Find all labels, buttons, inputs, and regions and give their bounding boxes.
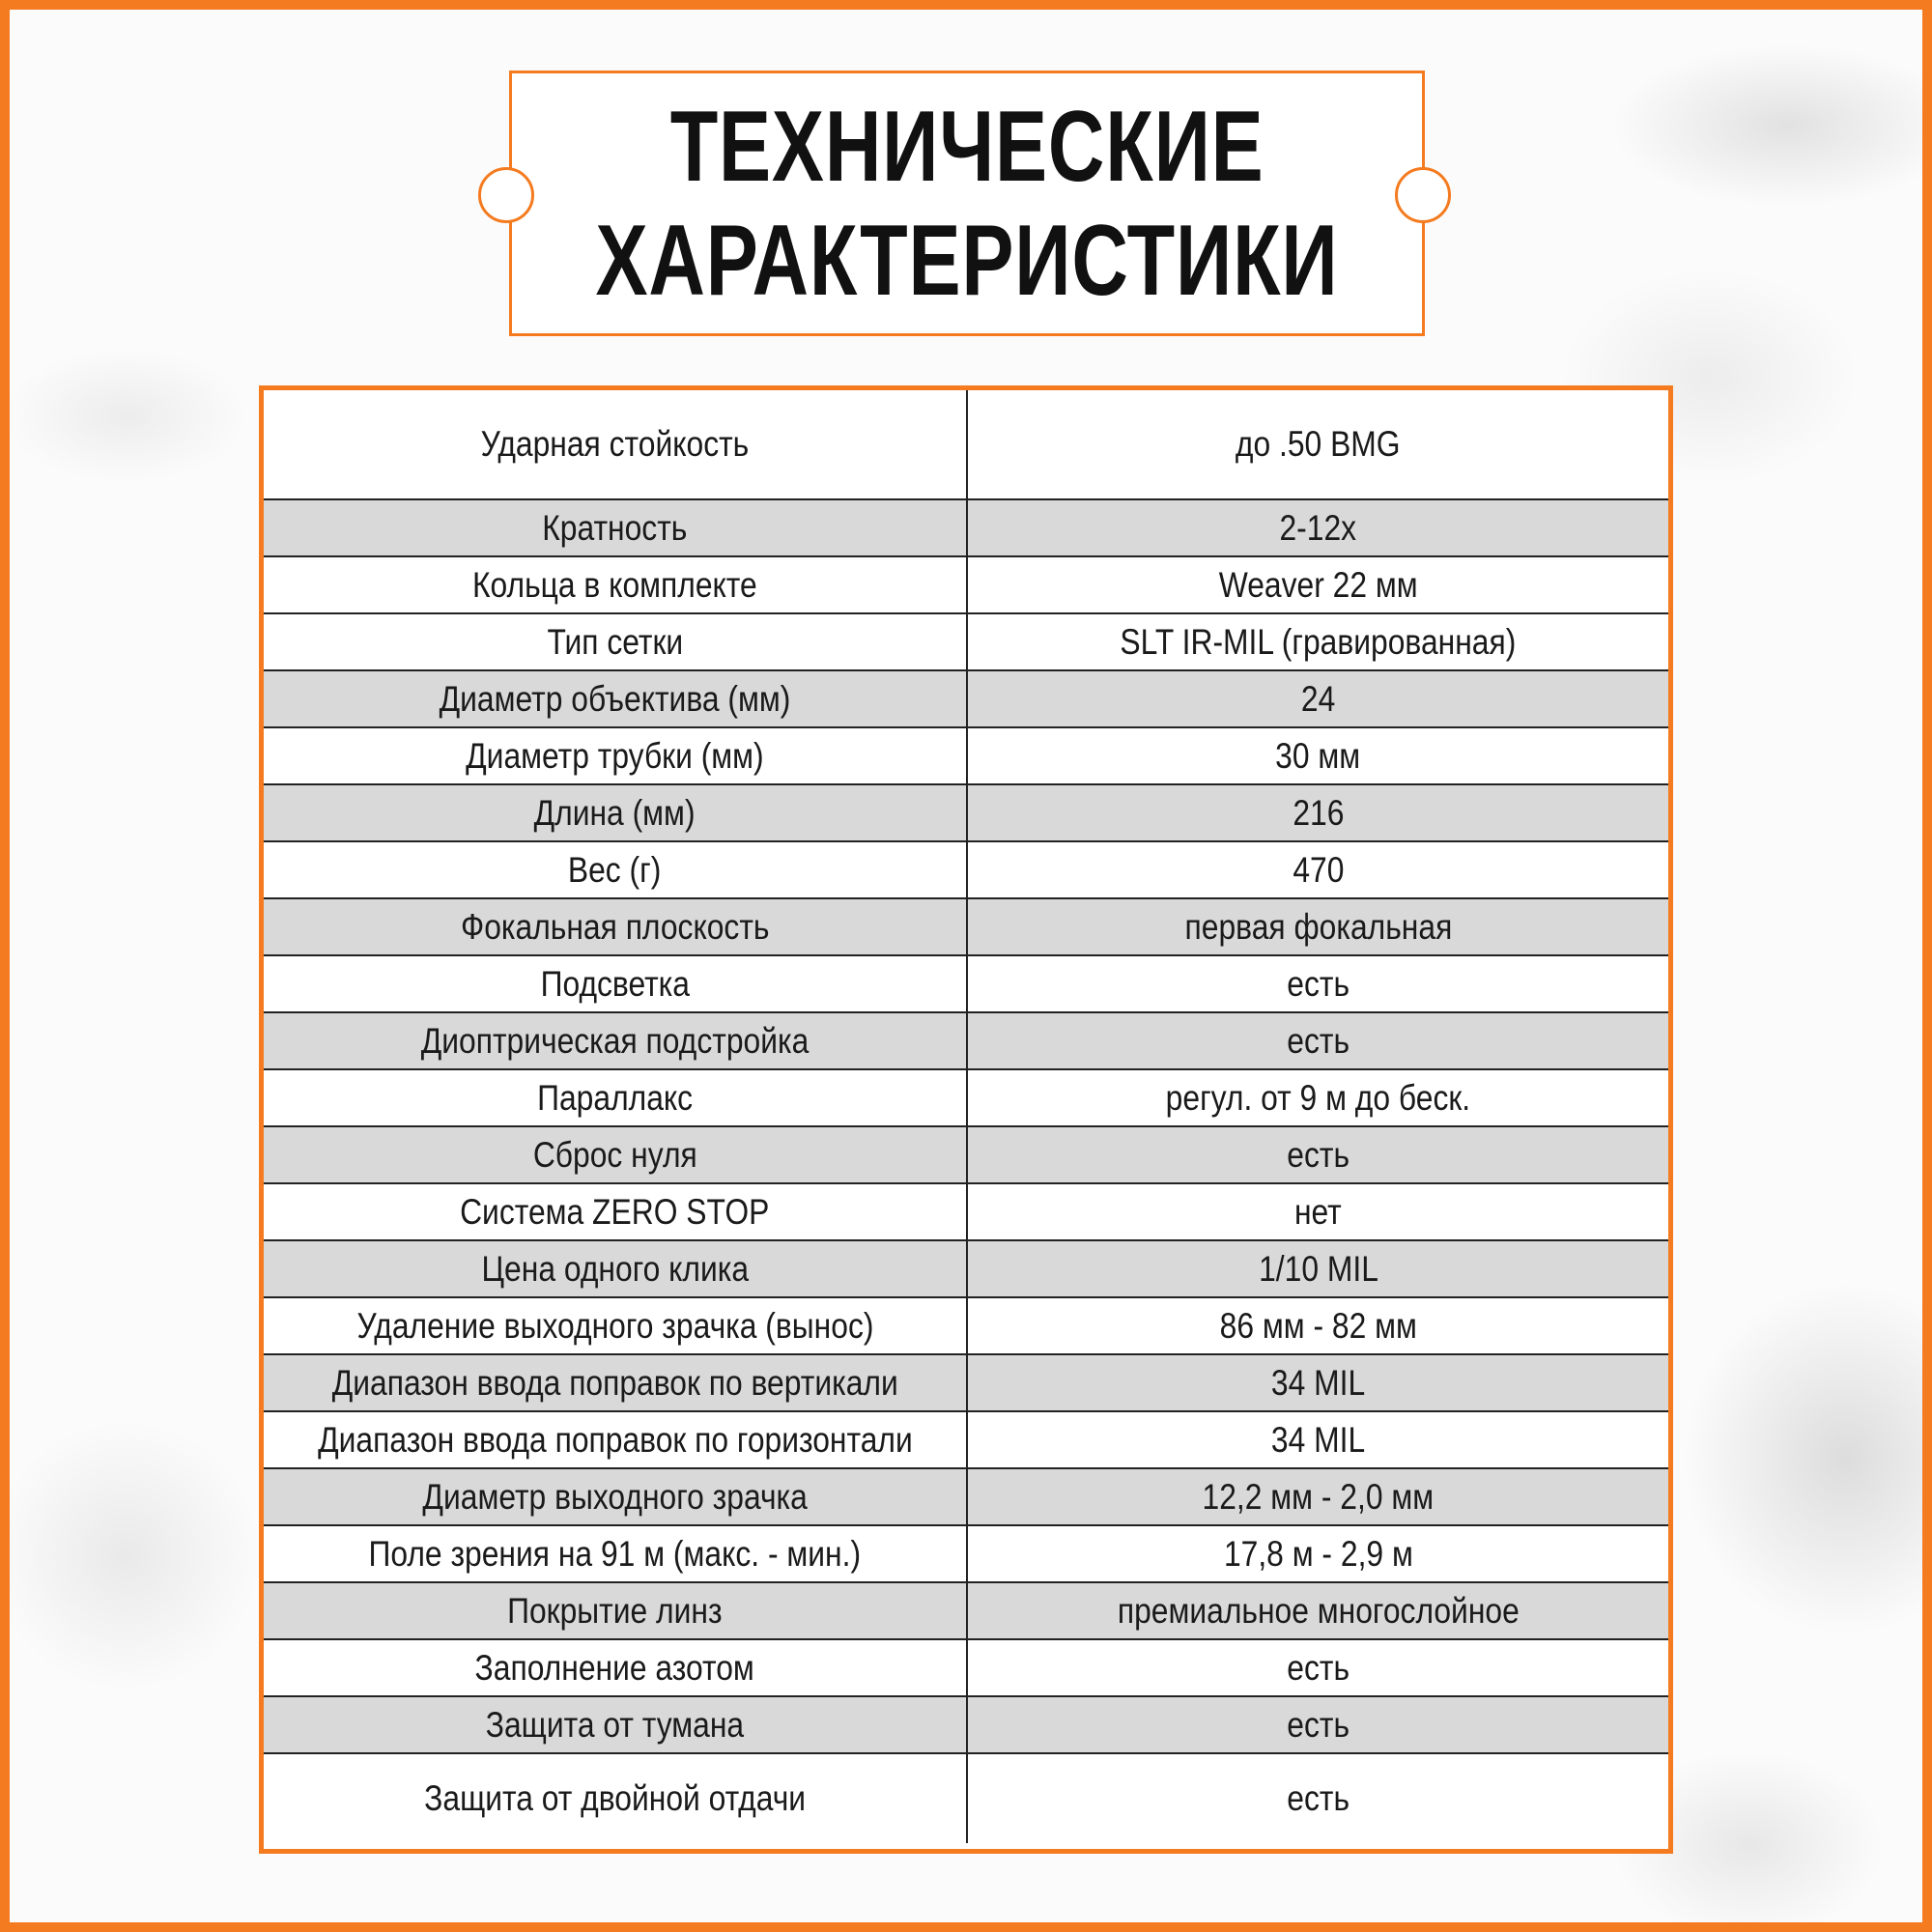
spec-value-cell (968, 1127, 1668, 1182)
spec-value-label: регул. от 9 м до беск. (1165, 1077, 1471, 1118)
spec-param-label: Параллакс (537, 1077, 693, 1118)
spec-param-cell (264, 1013, 968, 1068)
spec-param-cell (264, 1754, 968, 1843)
spec-param-cell (264, 1469, 968, 1524)
spec-row (264, 612, 1668, 669)
spec-param-label: Диаметр трубки (мм) (466, 735, 764, 776)
spec-value-label: 34 MIL (1270, 1419, 1366, 1460)
spec-row (264, 1638, 1668, 1695)
spec-value-cell (968, 557, 1668, 612)
spec-value-cell (968, 1640, 1668, 1695)
spec-param-cell (264, 785, 968, 840)
spec-value-label: есть (1287, 1134, 1350, 1175)
spec-value-label: есть (1287, 963, 1350, 1004)
spec-value-cell (968, 1013, 1668, 1068)
spec-param-cell (264, 1526, 968, 1581)
spec-param-cell (264, 899, 968, 954)
spec-param-cell (264, 1184, 968, 1239)
spec-value-cell (968, 785, 1668, 840)
spec-param-label: Тип сетки (547, 621, 683, 662)
spec-value-cell (968, 500, 1668, 555)
spec-row (264, 1125, 1668, 1182)
spec-param-cell (264, 671, 968, 726)
spec-value-label: 30 мм (1275, 735, 1361, 776)
spec-param-cell (264, 842, 968, 897)
spec-param-label: Вес (г) (568, 849, 662, 890)
spec-value-label: 12,2 мм - 2,0 мм (1202, 1476, 1435, 1517)
spec-value-cell (968, 899, 1668, 954)
spec-param-label: Сброс нуля (532, 1134, 697, 1175)
spec-param-label: Защита от тумана (485, 1704, 745, 1745)
spec-value-cell (968, 956, 1668, 1011)
title-circle-ornament-left (478, 167, 534, 223)
spec-param-label: Цена одного клика (481, 1248, 749, 1289)
spec-param-cell (264, 1640, 968, 1695)
spec-row (264, 390, 1668, 498)
title-line-2: ХАРАКТЕРИСТИКИ (595, 204, 1339, 317)
spec-value-label: есть (1287, 1704, 1350, 1745)
spec-param-cell (264, 1583, 968, 1638)
spec-value-cell (968, 842, 1668, 897)
spec-value-cell (968, 1298, 1668, 1353)
spec-param-label: Подсветка (540, 963, 690, 1004)
spec-param-label: Поле зрения на 91 м (макс. - мин.) (368, 1533, 862, 1574)
spec-value-cell (968, 671, 1668, 726)
spec-param-label: Диаметр объектива (мм) (439, 678, 791, 719)
spec-param-label: Покрытие линз (507, 1590, 723, 1631)
spec-param-cell (264, 1070, 968, 1125)
spec-value-cell (968, 728, 1668, 783)
spec-row (264, 1239, 1668, 1296)
spec-param-label: Кратность (542, 507, 688, 548)
spec-value-label: SLT IR-MIL (гравированная) (1120, 621, 1517, 662)
spec-value-cell (968, 390, 1668, 498)
spec-value-cell (968, 614, 1668, 669)
title-circle-ornament-right (1395, 167, 1451, 223)
spec-value-cell (968, 1526, 1668, 1581)
title-line-1: ТЕХНИЧЕСКИЕ (669, 90, 1264, 203)
spec-row (264, 1353, 1668, 1410)
spec-row (264, 954, 1668, 1011)
spec-param-label: Диапазон ввода поправок по горизонтали (317, 1419, 913, 1460)
spec-value-label: первая фокальная (1184, 906, 1452, 947)
spec-value-label: есть (1287, 1020, 1350, 1061)
spec-row (264, 1581, 1668, 1638)
spec-param-cell (264, 956, 968, 1011)
spec-param-label: Диапазон ввода поправок по вертикали (331, 1362, 898, 1403)
spec-value-label: премиальное многослойное (1117, 1590, 1520, 1631)
spec-param-cell (264, 390, 968, 498)
spec-row (264, 840, 1668, 897)
spec-value-label: 34 MIL (1270, 1362, 1366, 1403)
spec-value-cell (968, 1583, 1668, 1638)
spec-value-cell (968, 1184, 1668, 1239)
spec-row (264, 555, 1668, 612)
spec-table (259, 385, 1673, 1854)
spec-row (264, 1068, 1668, 1125)
spec-row (264, 1752, 1668, 1843)
spec-value-label: 470 (1292, 849, 1345, 890)
spec-value-label: 216 (1292, 792, 1345, 833)
spec-param-label: Кольца в комплекте (472, 564, 757, 605)
spec-row (264, 1524, 1668, 1581)
spec-row (264, 897, 1668, 954)
spec-param-cell (264, 1127, 968, 1182)
spec-value-cell (968, 1697, 1668, 1752)
spec-param-cell (264, 1355, 968, 1410)
spec-row (264, 1695, 1668, 1752)
spec-value-label: нет (1294, 1191, 1342, 1232)
spec-value-cell (968, 1754, 1668, 1843)
spec-param-cell (264, 557, 968, 612)
spec-value-label: 17,8 м - 2,9 м (1223, 1533, 1413, 1574)
spec-row (264, 1011, 1668, 1068)
spec-value-label: 1/10 MIL (1258, 1248, 1378, 1289)
spec-param-cell (264, 1241, 968, 1296)
spec-param-cell (264, 1697, 968, 1752)
spec-value-label: 86 мм - 82 мм (1219, 1305, 1417, 1346)
spec-row (264, 783, 1668, 840)
spec-param-cell (264, 500, 968, 555)
spec-param-label: Удаление выходного зрачка (вынос) (356, 1305, 873, 1346)
spec-param-cell (264, 1298, 968, 1353)
spec-row (264, 498, 1668, 555)
spec-value-label: 24 (1300, 678, 1336, 719)
spec-param-cell (264, 614, 968, 669)
spec-value-label: Weaver 22 мм (1218, 564, 1418, 605)
spec-param-label: Защита от двойной отдачи (424, 1778, 806, 1818)
spec-value-label: есть (1287, 1778, 1350, 1818)
spec-param-label: Система ZERO STOP (460, 1191, 770, 1232)
spec-param-label: Длина (мм) (534, 792, 696, 833)
spec-value-label: есть (1287, 1647, 1350, 1688)
spec-value-label: 2-12x (1279, 507, 1357, 548)
spec-param-cell (264, 728, 968, 783)
spec-param-label: Фокальная плоскость (460, 906, 770, 947)
spec-row (264, 1182, 1668, 1239)
spec-value-cell (968, 1070, 1668, 1125)
spec-value-cell (968, 1412, 1668, 1467)
spec-value-cell (968, 1469, 1668, 1524)
spec-row (264, 669, 1668, 726)
spec-param-label: Диоптрическая подстройка (420, 1020, 810, 1061)
spec-value-cell (968, 1241, 1668, 1296)
spec-param-cell (264, 1412, 968, 1467)
spec-param-label: Ударная стойкость (480, 424, 750, 464)
title-box (509, 71, 1425, 336)
spec-row (264, 1296, 1668, 1353)
spec-value-label: до .50 BMG (1236, 424, 1401, 464)
spec-row (264, 1467, 1668, 1524)
spec-row (264, 726, 1668, 783)
spec-row (264, 1410, 1668, 1467)
spec-param-label: Диаметр выходного зрачка (422, 1476, 808, 1517)
spec-value-cell (968, 1355, 1668, 1410)
spec-param-label: Заполнение азотом (474, 1647, 755, 1688)
